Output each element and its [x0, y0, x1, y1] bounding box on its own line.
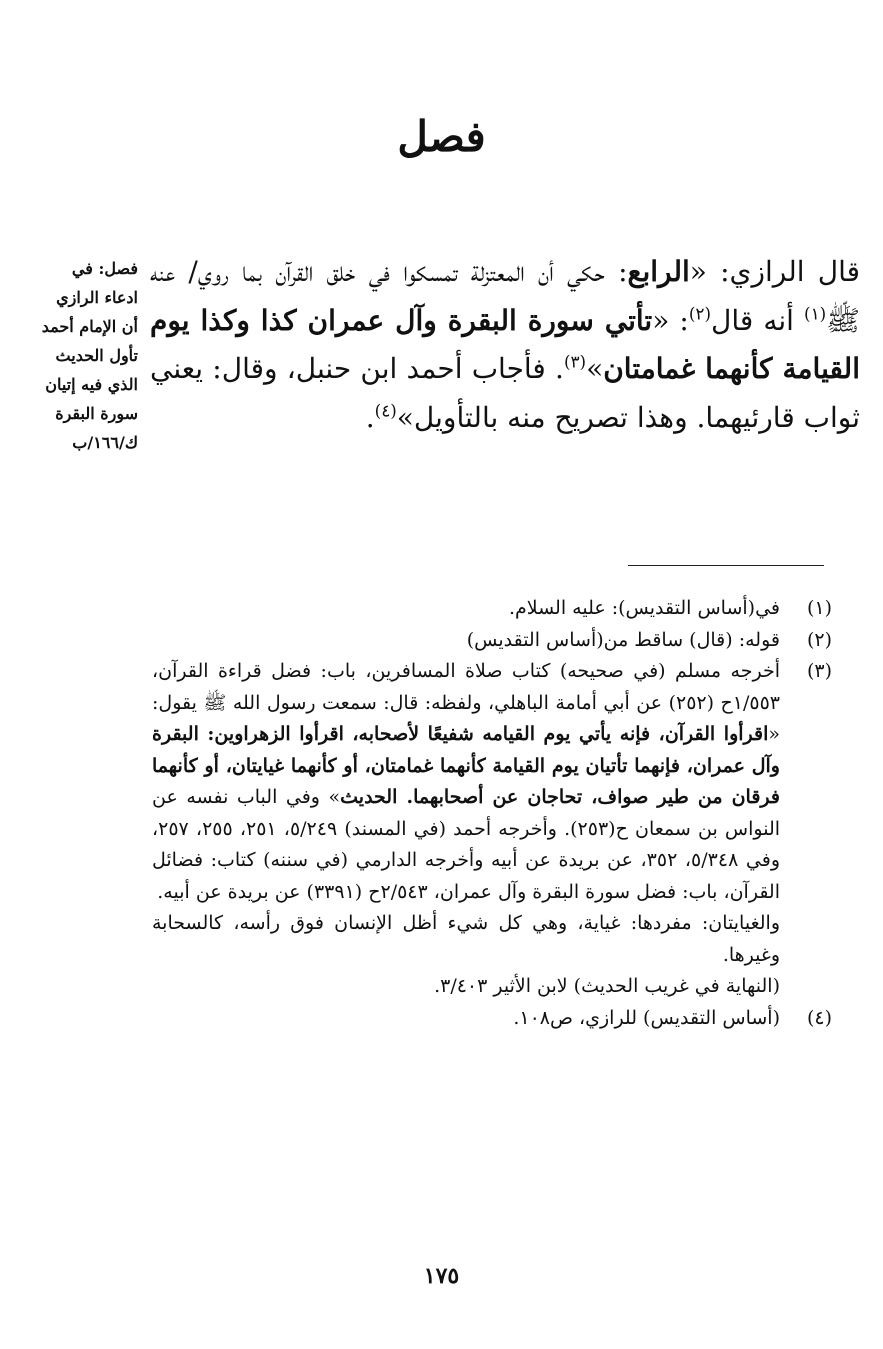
footnote-number: (٣)	[806, 660, 832, 682]
hadith-quote: اقرأوا القرآن، فإنه يأتي يوم القيامه شفيعًا لأصحابه، اقرأوا الزهراوين: البقرة وآل عمران، فإنهما تأتيان يوم القيامة كأنهما غمامتان، أو كأنهما غيايتان، أو كأنهما فرقان من طير صواف، تحاجان عن أصحابهما. الحديث	[152, 723, 780, 808]
footnote-1	[152, 593, 832, 625]
footnote-text: قوله: (قال) ساقط من(أساس التقديس)	[466, 628, 780, 651]
footnote-text	[152, 656, 780, 1003]
footnote-ref[interactable]: (٤)	[374, 400, 397, 421]
footnote-paragraph: (النهاية في غريب الحديث) لابن الأثير ٣/٤٠٣.	[434, 975, 780, 997]
footnote-divider	[628, 565, 824, 566]
hadith-text: تأتي سورة البقرة وآل عمران كذا وكذا يوم القيامة كأنهما غمامتان	[150, 303, 860, 385]
footnote-ref[interactable]: (١)	[804, 303, 827, 324]
footnote-ref[interactable]: (٣)	[563, 351, 587, 372]
footnote-2	[152, 625, 832, 657]
text-segment: قال الرازي: «	[689, 255, 860, 288]
text-segment: . فأجاب أحمد ابن حنبل، وقال: يعني ثواب قارئيهما. وهذا تصريح منه بالتأويل»	[150, 352, 860, 434]
footnote-number: (٢)	[806, 628, 832, 651]
footnotes	[152, 593, 832, 1034]
text-segment: : «	[652, 303, 689, 337]
footnote-ref[interactable]: (٢)	[688, 303, 711, 324]
footnote-3	[152, 656, 832, 1003]
section-title: فصل	[397, 112, 486, 161]
footnote-text: في(أساس التقديس): عليه السلام.	[508, 597, 780, 619]
text-segment: : حكي أن المعتزلة تمسكوا في خلق القرآن بما روي/ عنه ﷺ	[150, 255, 860, 337]
text-segment: .	[365, 400, 375, 434]
bold-text: الرابع	[627, 255, 690, 288]
footnote-number: (١)	[806, 597, 832, 619]
text-segment: أنه قال	[711, 303, 805, 337]
text-segment: » وفي الباب نفسه عن النواس بن سمعان ح(٢٥٣). وأخرجه أحمد (في المسند) ٥/٢٤٩، ٢٥١، ٢٥٥، ٢٥٧، وفي ٥/٣٤٨، ٣٥٢، عن بريدة عن أبيه وأخرجه الدارمي (في سننه) كتاب: فضائل القرآن، باب: فضل سورة البقرة وآل عمران، ٢/٥٤٣ح (٣٣٩١) عن بريدة عن أبيه.	[152, 786, 781, 903]
footnote-paragraph	[152, 656, 780, 908]
main-paragraph	[150, 248, 860, 442]
text-segment: »	[586, 352, 604, 385]
footnote-text: (أساس التقديس) للرازي، ص١٠٨.	[513, 1006, 780, 1029]
footnote-number: (٤)	[806, 1006, 832, 1029]
margin-note: فصل: في ادعاء الرازي أن الإمام أحمد تأول الحديث الذي فيه إتيان سورة البقرة ك/١٦٦/ب	[41, 259, 138, 452]
footnote-paragraph: والغيايتان: مفردها: غياية، وهي كل شيء أظل الإنسان فوق رأسه، كالسحابة وغيرها.	[152, 912, 780, 966]
footnote-4	[152, 1003, 832, 1035]
text-segment: أخرجه مسلم (في صحيحه) كتاب صلاة المسافرين، باب: فضل قراءة القرآن، ١/٥٥٣ح (٢٥٢) عن أبي أمامة الباهلي، ولفظه: قال: سمعت رسول الله ﷺ يقول: «	[152, 660, 781, 745]
page-number: ١٧٥	[423, 1263, 460, 1289]
